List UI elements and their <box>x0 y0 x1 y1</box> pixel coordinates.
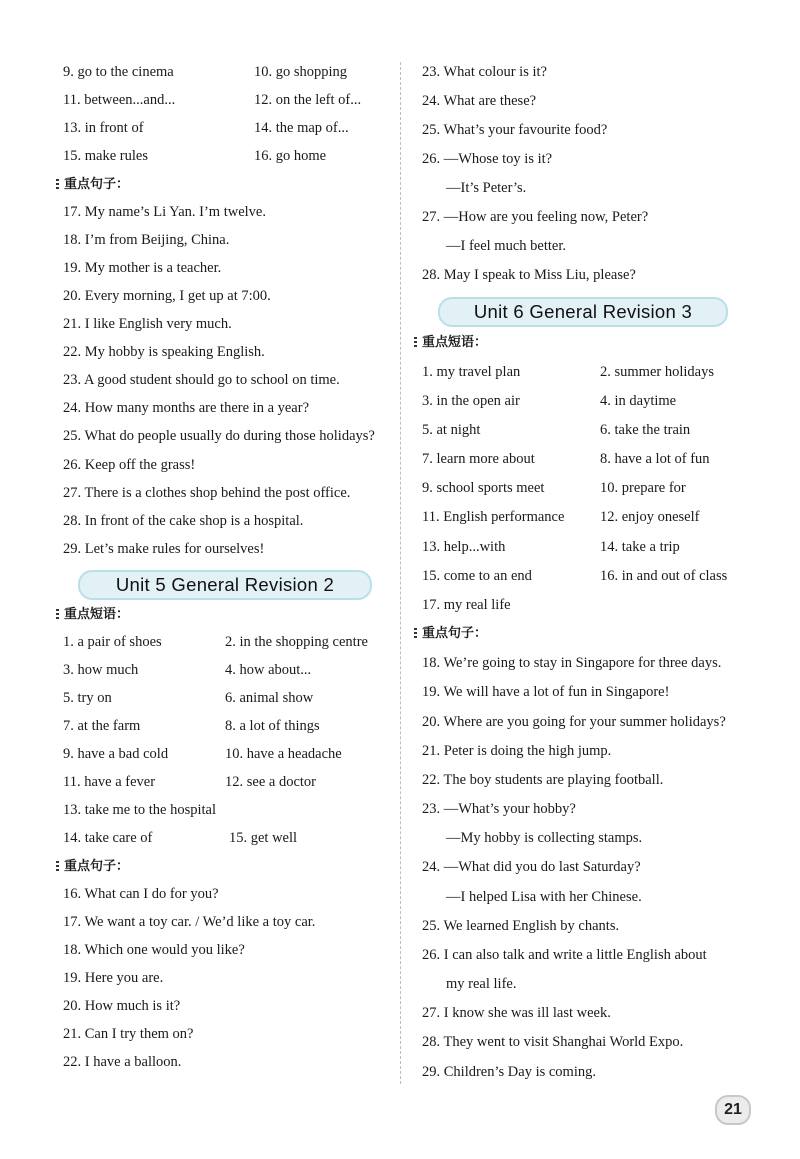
sentence-item: 25. We learned English by chants. <box>422 918 620 934</box>
sentence-item: 28. They went to visit Shanghai World Expo. <box>422 1034 684 1050</box>
sentence-item: 26. —Whose toy is it? <box>422 151 553 167</box>
page-number: 21 <box>715 1095 751 1125</box>
phrase-item: 12. enjoy oneself <box>600 509 700 525</box>
phrase-item: 13. take me to the hospital <box>63 802 217 818</box>
sentence-item: 27. I know she was ill last week. <box>422 1005 611 1021</box>
sentence-item: 23. —What’s your hobby? <box>422 801 576 817</box>
phrase-item: 15. get well <box>229 830 298 846</box>
phrase-item: 14. take care of <box>63 830 153 846</box>
phrase-item: 5. try on <box>63 690 112 706</box>
sentence-item: 21. Peter is doing the high jump. <box>422 743 612 759</box>
phrase-item: 2. in the shopping centre <box>225 634 368 650</box>
phrase-item: 11. between...and... <box>63 92 176 108</box>
key-sentences-header: 重点句子： <box>56 859 129 875</box>
phrase-item: 5. at night <box>422 422 481 438</box>
sentence-item: 29. Let’s make rules for ourselves! <box>63 541 265 557</box>
sentence-item: my real life. <box>446 976 517 992</box>
sentence-item: 23. What colour is it? <box>422 64 547 80</box>
key-sentences-header: 重点句子： <box>56 177 129 193</box>
phrase-item: 11. English performance <box>422 509 565 525</box>
sentence-item: 24. What are these? <box>422 93 537 109</box>
key-sentences-header: 重点句子： <box>414 626 487 642</box>
sentence-item: 25. What’s your favourite food? <box>422 122 608 138</box>
phrase-item: 10. have a headache <box>225 746 342 762</box>
phrase-item: 8. a lot of things <box>225 718 320 734</box>
phrase-item: 4. in daytime <box>600 393 677 409</box>
phrase-item: 7. learn more about <box>422 451 535 467</box>
phrase-item: 9. go to the cinema <box>63 64 174 80</box>
sentence-item: 29. Children’s Day is coming. <box>422 1064 596 1080</box>
phrase-item: 13. in front of <box>63 120 144 136</box>
sentence-item: 25. What do people usually do during those holidays? <box>63 428 375 444</box>
key-phrases-header: 重点短语： <box>56 607 129 623</box>
sentence-item: 28. May I speak to Miss Liu, please? <box>422 267 636 283</box>
phrase-item: 4. how about... <box>225 662 312 678</box>
sentence-item: 27. —How are you feeling now, Peter? <box>422 209 649 225</box>
sentence-item: 26. Keep off the grass! <box>63 457 196 473</box>
phrase-item: 9. have a bad cold <box>63 746 169 762</box>
unit-5-title-banner: Unit 5 General Revision 2 <box>78 570 372 600</box>
phrase-item: 12. see a doctor <box>225 774 316 790</box>
phrase-item: 10. go shopping <box>254 64 348 80</box>
sentence-item: 19. We will have a lot of fun in Singapore! <box>422 684 670 700</box>
phrase-item: 8. have a lot of fun <box>600 451 710 467</box>
sentence-item: 23. A good student should go to school on time. <box>63 372 340 388</box>
unit-6-title-banner: Unit 6 General Revision 3 <box>438 297 728 327</box>
sentence-item: 28. In front of the cake shop is a hospital. <box>63 513 304 529</box>
sentence-item: —My hobby is collecting stamps. <box>446 830 643 846</box>
key-phrases-header: 重点短语： <box>414 335 487 351</box>
sentence-item: 16. What can I do for you? <box>63 886 219 902</box>
sentence-item: 19. My mother is a teacher. <box>63 260 222 276</box>
phrase-item: 3. in the open air <box>422 393 520 409</box>
sentence-item: 18. Which one would you like? <box>63 942 245 958</box>
sentence-item: 22. The boy students are playing football. <box>422 772 664 788</box>
phrase-item: 6. take the train <box>600 422 691 438</box>
phrase-item: 16. go home <box>254 148 327 164</box>
column-divider <box>400 62 401 1084</box>
phrase-item: 12. on the left of... <box>254 92 362 108</box>
phrase-item: 15. come to an end <box>422 568 532 584</box>
phrase-item: 10. prepare for <box>600 480 686 496</box>
sentence-item: 27. There is a clothes shop behind the post office. <box>63 485 351 501</box>
sentence-item: 22. My hobby is speaking English. <box>63 344 265 360</box>
sentence-item: 18. We’re going to stay in Singapore for three days. <box>422 655 722 671</box>
sentence-item: 22. I have a balloon. <box>63 1054 182 1070</box>
sentence-item: 19. Here you are. <box>63 970 164 986</box>
sentence-item: 20. Every morning, I get up at 7:00. <box>63 288 271 304</box>
phrase-item: 9. school sports meet <box>422 480 545 496</box>
phrase-item: 3. how much <box>63 662 139 678</box>
sentence-item: 20. Where are you going for your summer holidays? <box>422 714 726 730</box>
sentence-item: 21. Can I try them on? <box>63 1026 194 1042</box>
sentence-item: 17. My name’s Li Yan. I’m twelve. <box>63 204 266 220</box>
phrase-item: 7. at the farm <box>63 718 141 734</box>
sentence-item: 24. How many months are there in a year? <box>63 400 310 416</box>
sentence-item: 17. We want a toy car. / We’d like a toy car. <box>63 914 316 930</box>
sentence-item: 24. —What did you do last Saturday? <box>422 859 641 875</box>
sentence-item: 21. I like English very much. <box>63 316 232 332</box>
phrase-item: 13. help...with <box>422 539 506 555</box>
phrase-item: 1. my travel plan <box>422 364 521 380</box>
phrase-item: 17. my real life <box>422 597 511 613</box>
phrase-item: 14. take a trip <box>600 539 680 555</box>
sentence-item: 18. I’m from Beijing, China. <box>63 232 230 248</box>
sentence-item: —I helped Lisa with her Chinese. <box>446 889 642 905</box>
phrase-item: 14. the map of... <box>254 120 349 136</box>
phrase-item: 16. in and out of class <box>600 568 728 584</box>
phrase-item: 11. have a fever <box>63 774 156 790</box>
phrase-item: 6. animal show <box>225 690 314 706</box>
sentence-item: 26. I can also talk and write a little English about <box>422 947 707 963</box>
sentence-item: 20. How much is it? <box>63 998 181 1014</box>
phrase-item: 2. summer holidays <box>600 364 714 380</box>
sentence-item: —It’s Peter’s. <box>446 180 527 196</box>
phrase-item: 15. make rules <box>63 148 148 164</box>
phrase-item: 1. a pair of shoes <box>63 634 162 650</box>
sentence-item: —I feel much better. <box>446 238 566 254</box>
